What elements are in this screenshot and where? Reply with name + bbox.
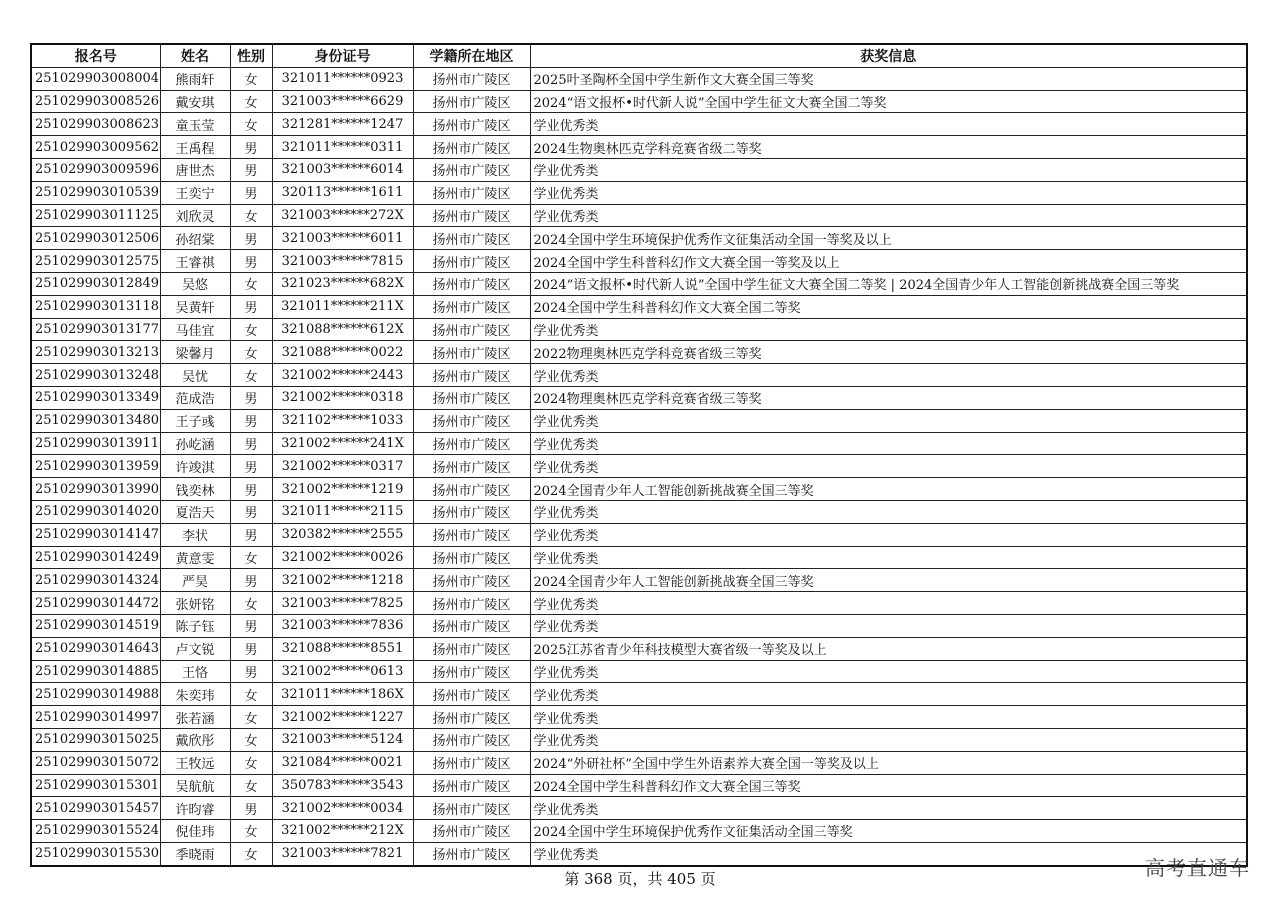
- cell-registration-no: 251029903014249: [31, 546, 160, 569]
- cell-gender: 女: [230, 341, 272, 364]
- cell-registration-no: 251029903014519: [31, 614, 160, 637]
- cell-registration-no: 251029903013118: [31, 295, 160, 318]
- cell-region: 扬州市广陵区: [413, 250, 530, 273]
- cell-award-info: 2024全国中学生科普科幻作文大赛全国二等奖: [530, 295, 1247, 318]
- table-row: [31, 364, 1247, 387]
- cell-region: 扬州市广陵区: [413, 158, 530, 181]
- cell-region: 扬州市广陵区: [413, 500, 530, 523]
- cell-registration-no: 251029903013349: [31, 386, 160, 409]
- cell-registration-no: 251029903012575: [31, 250, 160, 273]
- cell-region: 扬州市广陵区: [413, 90, 530, 113]
- cell-registration-no: 251029903014997: [31, 706, 160, 729]
- cell-id-number: 321088******0022: [272, 341, 413, 364]
- cell-region: 扬州市广陵区: [413, 592, 530, 615]
- cell-gender: 男: [230, 432, 272, 455]
- cell-region: 扬州市广陵区: [413, 751, 530, 774]
- cell-id-number: 321002******1218: [272, 569, 413, 592]
- table-row: [31, 660, 1247, 683]
- cell-registration-no: 251029903015524: [31, 820, 160, 843]
- table-row: [31, 204, 1247, 227]
- cell-award-info: 2024全国中学生环境保护优秀作文征集活动全国三等奖: [530, 820, 1247, 843]
- cell-award-info: 2024物理奥林匹克学科竞赛省级三等奖: [530, 386, 1247, 409]
- cell-id-number: 321003******7825: [272, 592, 413, 615]
- cell-name: 梁馨月: [160, 341, 230, 364]
- cell-region: 扬州市广陵区: [413, 683, 530, 706]
- cell-award-info: 学业优秀类: [530, 614, 1247, 637]
- cell-id-number: 321002******1227: [272, 706, 413, 729]
- cell-gender: 女: [230, 706, 272, 729]
- cell-registration-no: 251029903008004: [31, 67, 160, 90]
- table-row: [31, 706, 1247, 729]
- cell-name: 王子彧: [160, 409, 230, 432]
- cell-id-number: 321002******2443: [272, 364, 413, 387]
- cell-gender: 女: [230, 592, 272, 615]
- cell-region: 扬州市广陵区: [413, 364, 530, 387]
- cell-award-info: 学业优秀类: [530, 409, 1247, 432]
- cell-name: 王睿祺: [160, 250, 230, 273]
- cell-gender: 男: [230, 637, 272, 660]
- cell-gender: 男: [230, 409, 272, 432]
- cell-name: 夏浩天: [160, 500, 230, 523]
- cell-registration-no: 251029903014324: [31, 569, 160, 592]
- cell-id-number: 321003******272X: [272, 204, 413, 227]
- cell-registration-no: 251029903012506: [31, 227, 160, 250]
- table-row: [31, 546, 1247, 569]
- table-row: [31, 272, 1247, 295]
- cell-gender: 男: [230, 523, 272, 546]
- cell-award-info: 2024“语文报杯•时代新人说”全国中学生征文大赛全国二等奖 | 2024全国青少年人工智能创新挑战赛全国三等奖: [530, 272, 1247, 295]
- watermark: 高考直通车: [1145, 856, 1250, 880]
- cell-id-number: 321003******5124: [272, 728, 413, 751]
- cell-name: 李状: [160, 523, 230, 546]
- cell-name: 孙屹涵: [160, 432, 230, 455]
- cell-award-info: 2025叶圣陶杯全国中学生新作文大赛全国三等奖: [530, 67, 1247, 90]
- cell-registration-no: 251029903014020: [31, 500, 160, 523]
- cell-gender: 女: [230, 774, 272, 797]
- cell-gender: 男: [230, 500, 272, 523]
- cell-registration-no: 251029903014885: [31, 660, 160, 683]
- cell-name: 张妍铭: [160, 592, 230, 615]
- cell-region: 扬州市广陵区: [413, 774, 530, 797]
- cell-registration-no: 251029903009562: [31, 136, 160, 159]
- table-row: [31, 227, 1247, 250]
- table-row: [31, 683, 1247, 706]
- table-row: [31, 797, 1247, 820]
- cell-gender: 女: [230, 318, 272, 341]
- cell-region: 扬州市广陵区: [413, 569, 530, 592]
- table-row: [31, 67, 1247, 90]
- cell-award-info: 学业优秀类: [530, 660, 1247, 683]
- table-row: [31, 751, 1247, 774]
- cell-gender: 女: [230, 820, 272, 843]
- cell-id-number: 350783******3543: [272, 774, 413, 797]
- cell-id-number: 321002******241X: [272, 432, 413, 455]
- page-footer: 第 368 页，共 405 页: [564, 870, 716, 888]
- cell-id-number: 321102******1033: [272, 409, 413, 432]
- cell-gender: 女: [230, 67, 272, 90]
- cell-name: 吴黄轩: [160, 295, 230, 318]
- cell-region: 扬州市广陵区: [413, 136, 530, 159]
- cell-id-number: 321011******211X: [272, 295, 413, 318]
- table-row: [31, 820, 1247, 843]
- cell-award-info: 学业优秀类: [530, 455, 1247, 478]
- cell-award-info: 学业优秀类: [530, 683, 1247, 706]
- award-roster-table: [30, 43, 1248, 867]
- cell-name: 孙绍棠: [160, 227, 230, 250]
- cell-id-number: 321002******0317: [272, 455, 413, 478]
- cell-registration-no: 251029903015530: [31, 842, 160, 865]
- cell-gender: 女: [230, 842, 272, 865]
- cell-id-number: 320113******1611: [272, 181, 413, 204]
- cell-name: 范成浩: [160, 386, 230, 409]
- cell-region: 扬州市广陵区: [413, 478, 530, 501]
- cell-id-number: 321011******0923: [272, 67, 413, 90]
- cell-region: 扬州市广陵区: [413, 637, 530, 660]
- table-row: [31, 842, 1247, 865]
- cell-region: 扬州市广陵区: [413, 272, 530, 295]
- cell-region: 扬州市广陵区: [413, 67, 530, 90]
- cell-award-info: 2024生物奥林匹克学科竞赛省级二等奖: [530, 136, 1247, 159]
- cell-gender: 女: [230, 364, 272, 387]
- cell-region: 扬州市广陵区: [413, 706, 530, 729]
- cell-registration-no: 251029903014988: [31, 683, 160, 706]
- header-award-info: 获奖信息: [530, 44, 1247, 67]
- table-row: [31, 113, 1247, 136]
- cell-region: 扬州市广陵区: [413, 181, 530, 204]
- table-row: [31, 592, 1247, 615]
- cell-gender: 男: [230, 386, 272, 409]
- cell-region: 扬州市广陵区: [413, 113, 530, 136]
- cell-region: 扬州市广陵区: [413, 820, 530, 843]
- cell-award-info: 2024全国中学生科普科幻作文大赛全国三等奖: [530, 774, 1247, 797]
- cell-registration-no: 251029903015072: [31, 751, 160, 774]
- cell-gender: 女: [230, 728, 272, 751]
- table-row: [31, 318, 1247, 341]
- cell-id-number: 321023******682X: [272, 272, 413, 295]
- cell-name: 许竣淇: [160, 455, 230, 478]
- cell-name: 刘欣灵: [160, 204, 230, 227]
- cell-id-number: 321002******212X: [272, 820, 413, 843]
- cell-award-info: 2024“语文报杯•时代新人说”全国中学生征文大赛全国二等奖: [530, 90, 1247, 113]
- cell-registration-no: 251029903014643: [31, 637, 160, 660]
- cell-gender: 女: [230, 204, 272, 227]
- table-row: [31, 500, 1247, 523]
- cell-id-number: 321002******0034: [272, 797, 413, 820]
- cell-award-info: 学业优秀类: [530, 546, 1247, 569]
- cell-award-info: 学业优秀类: [530, 500, 1247, 523]
- cell-registration-no: 251029903014147: [31, 523, 160, 546]
- cell-name: 黄意雯: [160, 546, 230, 569]
- cell-name: 马佳宜: [160, 318, 230, 341]
- cell-region: 扬州市广陵区: [413, 432, 530, 455]
- cell-id-number: 321003******6629: [272, 90, 413, 113]
- cell-award-info: 2024“外研社杯”全国中学生外语素养大赛全国一等奖及以上: [530, 751, 1247, 774]
- cell-award-info: 2024全国青少年人工智能创新挑战赛全国三等奖: [530, 478, 1247, 501]
- cell-name: 卢文锐: [160, 637, 230, 660]
- cell-id-number: 321002******0613: [272, 660, 413, 683]
- cell-gender: 男: [230, 227, 272, 250]
- table-row: [31, 409, 1247, 432]
- cell-region: 扬州市广陵区: [413, 341, 530, 364]
- cell-registration-no: 251029903009596: [31, 158, 160, 181]
- cell-id-number: 321011******0311: [272, 136, 413, 159]
- cell-name: 王恪: [160, 660, 230, 683]
- table-body: [31, 67, 1247, 865]
- table-header-row: [31, 44, 1247, 67]
- table-row: [31, 386, 1247, 409]
- cell-gender: 男: [230, 295, 272, 318]
- cell-gender: 男: [230, 455, 272, 478]
- cell-award-info: 学业优秀类: [530, 797, 1247, 820]
- cell-award-info: 学业优秀类: [530, 706, 1247, 729]
- table-row: [31, 136, 1247, 159]
- cell-id-number: 321003******7815: [272, 250, 413, 273]
- header-gender: 性别: [230, 44, 272, 67]
- cell-gender: 男: [230, 250, 272, 273]
- cell-gender: 女: [230, 683, 272, 706]
- cell-name: 朱奕玮: [160, 683, 230, 706]
- cell-id-number: 321281******1247: [272, 113, 413, 136]
- cell-region: 扬州市广陵区: [413, 386, 530, 409]
- table-row: [31, 295, 1247, 318]
- table-row: [31, 432, 1247, 455]
- cell-registration-no: 251029903013248: [31, 364, 160, 387]
- header-region: 学籍所在地区: [413, 44, 530, 67]
- cell-award-info: 学业优秀类: [530, 113, 1247, 136]
- cell-id-number: 321088******8551: [272, 637, 413, 660]
- table-row: [31, 90, 1247, 113]
- cell-registration-no: 251029903015457: [31, 797, 160, 820]
- cell-id-number: 320382******2555: [272, 523, 413, 546]
- cell-registration-no: 251029903013177: [31, 318, 160, 341]
- table-row: [31, 523, 1247, 546]
- cell-award-info: 学业优秀类: [530, 728, 1247, 751]
- cell-name: 王奕宁: [160, 181, 230, 204]
- cell-id-number: 321002******1219: [272, 478, 413, 501]
- cell-region: 扬州市广陵区: [413, 227, 530, 250]
- table-row: [31, 569, 1247, 592]
- cell-gender: 女: [230, 751, 272, 774]
- cell-name: 张若涵: [160, 706, 230, 729]
- cell-region: 扬州市广陵区: [413, 797, 530, 820]
- cell-name: 严昊: [160, 569, 230, 592]
- cell-gender: 男: [230, 136, 272, 159]
- cell-name: 唐世杰: [160, 158, 230, 181]
- cell-award-info: 学业优秀类: [530, 181, 1247, 204]
- table-row: [31, 637, 1247, 660]
- cell-region: 扬州市广陵区: [413, 318, 530, 341]
- cell-region: 扬州市广陵区: [413, 409, 530, 432]
- cell-region: 扬州市广陵区: [413, 842, 530, 865]
- cell-region: 扬州市广陵区: [413, 204, 530, 227]
- cell-id-number: 321011******2115: [272, 500, 413, 523]
- cell-award-info: 2024全国青少年人工智能创新挑战赛全国三等奖: [530, 569, 1247, 592]
- cell-gender: 女: [230, 272, 272, 295]
- cell-registration-no: 251029903008526: [31, 90, 160, 113]
- cell-registration-no: 251029903013959: [31, 455, 160, 478]
- cell-registration-no: 251029903013213: [31, 341, 160, 364]
- cell-name: 倪佳玮: [160, 820, 230, 843]
- cell-award-info: 2022物理奥林匹克学科竞赛省级三等奖: [530, 341, 1247, 364]
- cell-registration-no: 251029903010539: [31, 181, 160, 204]
- cell-name: 吴悠: [160, 272, 230, 295]
- cell-registration-no: 251029903013911: [31, 432, 160, 455]
- cell-gender: 男: [230, 478, 272, 501]
- table-row: [31, 774, 1247, 797]
- table-row: [31, 728, 1247, 751]
- cell-registration-no: 251029903008623: [31, 113, 160, 136]
- cell-gender: 男: [230, 569, 272, 592]
- table-row: [31, 478, 1247, 501]
- cell-name: 戴安琪: [160, 90, 230, 113]
- cell-name: 童玉莹: [160, 113, 230, 136]
- cell-registration-no: 251029903015301: [31, 774, 160, 797]
- cell-region: 扬州市广陵区: [413, 728, 530, 751]
- cell-name: 陈子钰: [160, 614, 230, 637]
- cell-name: 吴忧: [160, 364, 230, 387]
- cell-gender: 男: [230, 614, 272, 637]
- cell-gender: 男: [230, 797, 272, 820]
- cell-gender: 女: [230, 90, 272, 113]
- cell-id-number: 321002******0026: [272, 546, 413, 569]
- cell-name: 熊雨轩: [160, 67, 230, 90]
- cell-registration-no: 251029903011125: [31, 204, 160, 227]
- cell-name: 许昀睿: [160, 797, 230, 820]
- table-row: [31, 158, 1247, 181]
- cell-region: 扬州市广陵区: [413, 455, 530, 478]
- cell-registration-no: 251029903015025: [31, 728, 160, 751]
- cell-registration-no: 251029903014472: [31, 592, 160, 615]
- cell-gender: 女: [230, 546, 272, 569]
- cell-id-number: 321003******6011: [272, 227, 413, 250]
- cell-gender: 女: [230, 113, 272, 136]
- cell-name: 戴欣彤: [160, 728, 230, 751]
- cell-name: 王牧远: [160, 751, 230, 774]
- cell-region: 扬州市广陵区: [413, 660, 530, 683]
- cell-name: 钱奕林: [160, 478, 230, 501]
- cell-region: 扬州市广陵区: [413, 523, 530, 546]
- cell-id-number: 321011******186X: [272, 683, 413, 706]
- cell-award-info: 2024全国中学生科普科幻作文大赛全国一等奖及以上: [530, 250, 1247, 273]
- cell-award-info: 学业优秀类: [530, 204, 1247, 227]
- table-row: [31, 181, 1247, 204]
- cell-registration-no: 251029903013480: [31, 409, 160, 432]
- table-row: [31, 455, 1247, 478]
- cell-id-number: 321084******0021: [272, 751, 413, 774]
- table-row: [31, 614, 1247, 637]
- cell-award-info: 学业优秀类: [530, 842, 1247, 865]
- cell-id-number: 321003******7836: [272, 614, 413, 637]
- cell-id-number: 321088******612X: [272, 318, 413, 341]
- cell-id-number: 321003******6014: [272, 158, 413, 181]
- cell-gender: 男: [230, 660, 272, 683]
- cell-award-info: 2024全国中学生环境保护优秀作文征集活动全国一等奖及以上: [530, 227, 1247, 250]
- cell-region: 扬州市广陵区: [413, 614, 530, 637]
- cell-award-info: 学业优秀类: [530, 318, 1247, 341]
- header-name: 姓名: [160, 44, 230, 67]
- table-row: [31, 341, 1247, 364]
- cell-name: 季晓雨: [160, 842, 230, 865]
- cell-award-info: 学业优秀类: [530, 592, 1247, 615]
- cell-award-info: 学业优秀类: [530, 158, 1247, 181]
- cell-registration-no: 251029903013990: [31, 478, 160, 501]
- table-row: [31, 250, 1247, 273]
- cell-award-info: 学业优秀类: [530, 432, 1247, 455]
- cell-name: 吴航航: [160, 774, 230, 797]
- cell-award-info: 2025江苏省青少年科技模型大赛省级一等奖及以上: [530, 637, 1247, 660]
- cell-registration-no: 251029903012849: [31, 272, 160, 295]
- cell-award-info: 学业优秀类: [530, 523, 1247, 546]
- cell-award-info: 学业优秀类: [530, 364, 1247, 387]
- header-registration-no: 报名号: [31, 44, 160, 67]
- cell-gender: 男: [230, 181, 272, 204]
- cell-id-number: 321002******0318: [272, 386, 413, 409]
- cell-gender: 男: [230, 158, 272, 181]
- header-id-number: 身份证号: [272, 44, 413, 67]
- cell-name: 王禹程: [160, 136, 230, 159]
- cell-region: 扬州市广陵区: [413, 546, 530, 569]
- cell-id-number: 321003******7821: [272, 842, 413, 865]
- cell-region: 扬州市广陵区: [413, 295, 530, 318]
